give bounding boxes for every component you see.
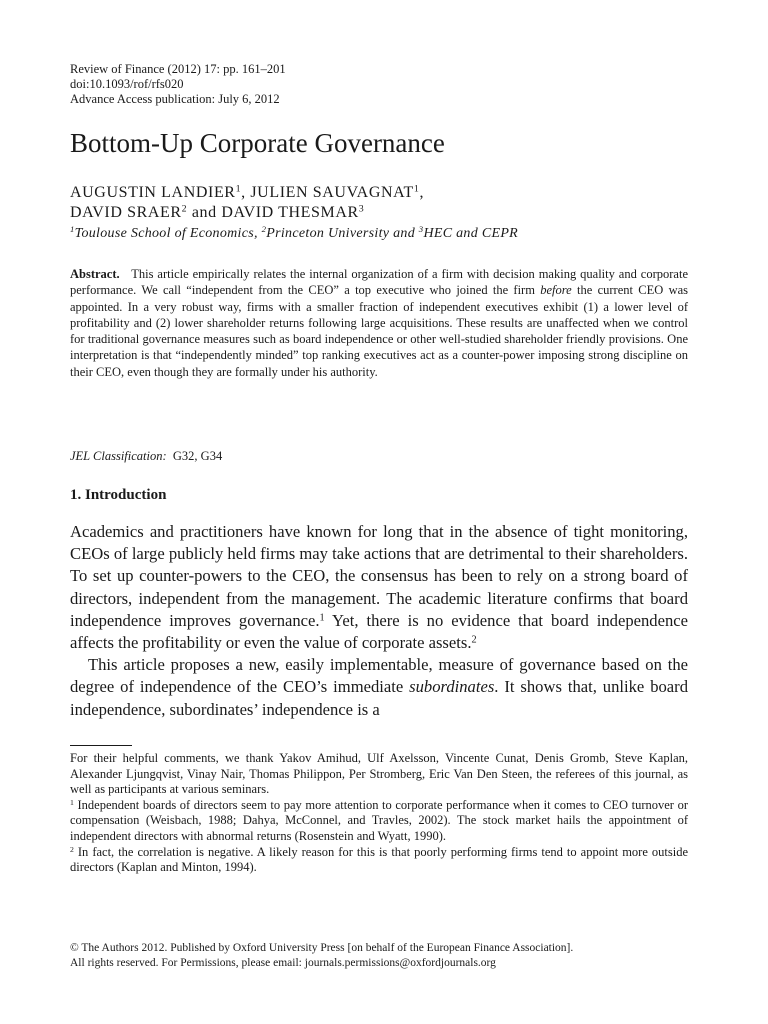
footnote-ref[interactable]: 2 [471,634,477,646]
permissions-line: All rights reserved. For Permissions, please email: journals.permissions@oxfordjournals.org [70,957,496,969]
affiliation-marker: 3 [418,224,424,235]
body-text [70,521,688,721]
jel-classification [70,449,222,464]
paragraph [70,521,688,654]
author-name: AUGUSTIN LANDIER [70,184,236,201]
affiliation-marker: 2 [181,203,188,215]
jel-codes: G32, G34 [172,449,223,463]
abstract-emphasis: before [540,283,572,298]
copyright-notice [70,941,690,971]
author-name: JULIEN SAUVAGNAT [250,184,414,201]
footnote-marker: 1 [70,797,74,807]
affiliation-text: Princeton University and [266,226,419,241]
author-name: DAVID SRAER [70,204,182,221]
author-conjunction: and [187,204,222,221]
access-line: Advance Access publication: July 6, 2012 [70,92,280,106]
affiliation-marker: 1 [70,224,75,235]
paragraph-text: This article proposes a new, easily implementable, measure of governance based on the degree of independence of the CEO’s immediate [70,655,688,697]
abstract-text: This article empirically relates the internal organization of a firm with decision making quality and corporate performance. We call “independent from the CEO” a top executive who joined the firm [70,267,688,298]
jel-label: JEL Classification: [70,449,167,463]
affiliation-marker: 3 [358,203,365,215]
acknowledgement-footnote: For their helpful comments, we thank Yakov Amihud, Ulf Axelsson, Vincente Cunat, Denis Gromb, Steve Kaplan, Alexander Ljungqvist, Vinay Nair, Thomas Philippon, Per Stromberg, Eric Van Den Steen, the referees of this journal, as well as participants at various seminars. [70,751,688,797]
paragraph [70,654,688,721]
footnote-marker: 2 [70,844,74,854]
author-name: DAVID THESMAR [221,204,359,221]
doi-line: doi:10.1093/rof/rfs020 [70,77,184,91]
journal-citation: Review of Finance (2012) 17: pp. 161–201 [70,62,286,76]
paragraph-text: Academics and practitioners have known for long that in the absence of tight monitoring, CEOs of large publicly held firms may take actions that are detrimental to their shareholders. To set up counter-powers to the CEO, the consensus has been to rely on a strong board of directors, independent from the management. The academic literature confirms that board independence improves governance. [70,522,688,630]
affiliation-text: HEC and CEPR [423,226,519,241]
author-list [70,183,424,223]
author-line-1 [70,183,424,203]
abstract-text: the current CEO was appointed. In a very robust way, firms with a smaller fraction of independent executives exhibit (1) a lower level of profitability and (2) lower shareholder returns following large acquisitions. These results are unaffected when we control for traditional governance measures such as board independence or other well-studied shareholder friendly provisions. One interpretation is that “independently minded” top ranking executives act as a counter-power imposing strong discipline on their CEO, even though they are formally under his authority. [70,283,689,379]
journal-header [70,62,286,107]
author-line-2 [70,203,424,223]
affiliations [70,226,518,242]
footnote-divider [70,745,132,746]
abstract-label: Abstract. [70,267,120,281]
footnote-text: In fact, the correlation is negative. A likely reason for this is that poorly performing firms tend to appoint more outside directors (Kaplan and Minton, 1994). [70,844,688,875]
affiliation-marker: 2 [261,224,267,235]
copyright-line: © The Authors 2012. Published by Oxford University Press [on behalf of the European Finance Association]. [70,942,574,954]
footnotes [70,751,688,876]
footnote-text: Independent boards of directors seem to pay more attention to corporate performance when it comes to CEO turnover or compensation (Weisbach, 1988; Dahya, McConnel, and Travles, 2002). The stock market hails the appointment of independent directors with abnormal returns (Rosenstein and Wyatt, 1990). [70,797,688,843]
affiliation-marker: 1 [235,183,242,195]
paragraph-emphasis: subordinates [409,677,495,697]
footnote-ref[interactable]: 1 [319,612,325,624]
footnote [70,845,688,876]
affiliation-text: Toulouse School of Economics, [74,226,262,241]
abstract [70,266,688,380]
author-separator: , [419,184,425,201]
paragraph-text: Yet, there is no evidence that board independence affects the profitability or even the value of corporate assets. [70,610,688,653]
article-title: Bottom-Up Corporate Governance [70,128,445,158]
footnote [70,798,688,845]
author-separator: , [241,184,251,201]
paragraph-text: . It shows that, unlike board independence, subordinates’ independence is a [70,677,688,719]
affiliation-marker: 1 [413,183,420,195]
section-heading: 1. Introduction [70,487,167,503]
